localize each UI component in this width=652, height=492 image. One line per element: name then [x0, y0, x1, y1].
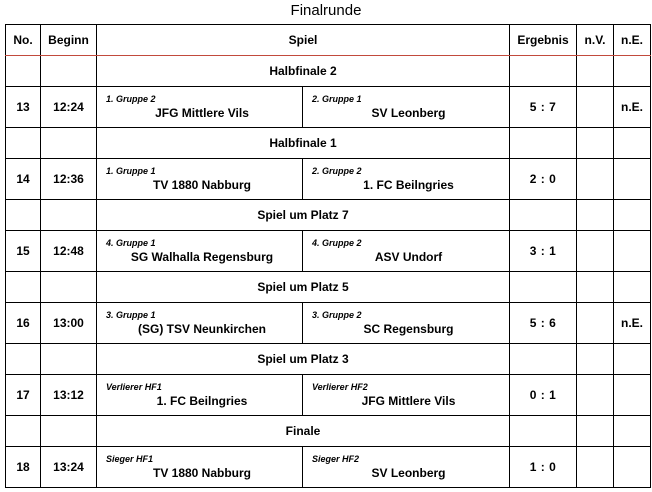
away-team-cell [303, 303, 510, 344]
section-title: Spiel um Platz 3 [97, 344, 510, 375]
section-no-cell [6, 56, 41, 87]
match-result: 2 : 0 [510, 159, 577, 200]
section-nv-cell [577, 344, 614, 375]
match-ne: n.E. [614, 87, 651, 128]
match-number: 18 [6, 447, 41, 488]
home-group-label: 4. Gruppe 1 [106, 238, 156, 248]
section-time-cell [41, 416, 97, 447]
home-group-label: 1. Gruppe 2 [106, 94, 156, 104]
section-ne-cell [614, 272, 651, 303]
home-team-name: 1. FC Beilngries [156, 394, 248, 408]
match-result: 5 : 7 [510, 87, 577, 128]
section-title: Finale [97, 416, 510, 447]
home-team-cell [97, 87, 303, 128]
section-ne-cell [614, 416, 651, 447]
section-no-cell [6, 272, 41, 303]
section-nv-cell [577, 272, 614, 303]
section-result-cell [510, 416, 577, 447]
match-number: 13 [6, 87, 41, 128]
header-beginn: Beginn [41, 25, 97, 56]
section-result-cell [510, 200, 577, 231]
header-nv: n.V. [577, 25, 614, 56]
section-row [6, 200, 651, 231]
match-nv [577, 231, 614, 272]
match-time: 13:00 [41, 303, 97, 344]
home-group-label: 3. Gruppe 1 [106, 310, 156, 320]
section-time-cell [41, 200, 97, 231]
section-nv-cell [577, 416, 614, 447]
home-team-name: JFG Mittlere Vils [155, 106, 249, 120]
match-row [6, 447, 651, 488]
match-ne [614, 159, 651, 200]
home-team-cell [97, 159, 303, 200]
header-spiel: Spiel [97, 25, 510, 56]
away-team-cell [303, 159, 510, 200]
away-group-label: 3. Gruppe 2 [312, 310, 362, 320]
match-ne [614, 447, 651, 488]
away-group-label: Verlierer HF2 [312, 382, 368, 392]
match-time: 13:24 [41, 447, 97, 488]
section-ne-cell [614, 344, 651, 375]
away-team-cell [303, 375, 510, 416]
home-group-label: Sieger HF1 [106, 454, 154, 464]
section-time-cell [41, 272, 97, 303]
home-team-name: SG Walhalla Regensburg [130, 250, 274, 264]
section-title: Halbfinale 2 [97, 56, 510, 87]
match-row [6, 303, 651, 344]
match-ne: n.E. [614, 303, 651, 344]
match-row [6, 87, 651, 128]
away-team-name: ASV Undorf [374, 250, 443, 264]
header-ne: n.E. [614, 25, 651, 56]
match-result: 1 : 0 [510, 447, 577, 488]
page-title: Finalrunde [290, 2, 362, 19]
section-row [6, 56, 651, 87]
match-nv [577, 87, 614, 128]
section-title: Spiel um Platz 7 [97, 200, 510, 231]
section-ne-cell [614, 56, 651, 87]
section-result-cell [510, 272, 577, 303]
away-team-name: SV Leonberg [371, 466, 446, 480]
section-row [6, 272, 651, 303]
section-time-cell [41, 344, 97, 375]
section-ne-cell [614, 200, 651, 231]
match-number: 17 [6, 375, 41, 416]
home-team-name: TV 1880 Nabburg [152, 178, 252, 192]
section-result-cell [510, 128, 577, 159]
match-nv [577, 303, 614, 344]
section-nv-cell [577, 200, 614, 231]
finalrunde-table [5, 24, 651, 488]
away-team-name: 1. FC Beilngries [363, 178, 454, 192]
match-time: 12:48 [41, 231, 97, 272]
match-result: 0 : 1 [510, 375, 577, 416]
away-team-name: SV Leonberg [371, 106, 446, 120]
section-result-cell [510, 344, 577, 375]
match-number: 15 [6, 231, 41, 272]
home-team-cell [97, 231, 303, 272]
section-result-cell [510, 56, 577, 87]
section-no-cell [6, 200, 41, 231]
section-ne-cell [614, 128, 651, 159]
section-row [6, 416, 651, 447]
match-number: 16 [6, 303, 41, 344]
match-ne [614, 375, 651, 416]
match-ne [614, 231, 651, 272]
header-no: No. [6, 25, 41, 56]
match-result: 3 : 1 [510, 231, 577, 272]
home-team-cell [97, 375, 303, 416]
away-group-label: 2. Gruppe 2 [312, 166, 362, 176]
section-row [6, 344, 651, 375]
away-group-label: Sieger HF2 [312, 454, 360, 464]
section-no-cell [6, 128, 41, 159]
home-team-cell [97, 447, 303, 488]
away-team-name: JFG Mittlere Vils [361, 394, 456, 408]
header-ergebnis: Ergebnis [510, 25, 577, 56]
match-row [6, 231, 651, 272]
match-time: 13:12 [41, 375, 97, 416]
home-team-name: (SG) TSV Neunkirchen [137, 322, 267, 336]
match-time: 12:36 [41, 159, 97, 200]
away-team-cell [303, 231, 510, 272]
home-team-cell [97, 303, 303, 344]
away-team-cell [303, 87, 510, 128]
match-time: 12:24 [41, 87, 97, 128]
section-no-cell [6, 416, 41, 447]
section-row [6, 128, 651, 159]
away-team-cell [303, 447, 510, 488]
match-row [6, 375, 651, 416]
home-team-name: TV 1880 Nabburg [152, 466, 252, 480]
home-group-label: 1. Gruppe 1 [106, 166, 156, 176]
section-nv-cell [577, 128, 614, 159]
away-group-label: 2. Gruppe 1 [312, 94, 362, 104]
match-number: 14 [6, 159, 41, 200]
home-group-label: Verlierer HF1 [106, 382, 162, 392]
match-nv [577, 447, 614, 488]
match-nv [577, 375, 614, 416]
match-row [6, 159, 651, 200]
away-group-label: 4. Gruppe 2 [312, 238, 362, 248]
section-title: Spiel um Platz 5 [97, 272, 510, 303]
section-nv-cell [577, 56, 614, 87]
section-title: Halbfinale 1 [97, 128, 510, 159]
match-nv [577, 159, 614, 200]
section-no-cell [6, 344, 41, 375]
section-time-cell [41, 56, 97, 87]
match-result: 5 : 6 [510, 303, 577, 344]
section-time-cell [41, 128, 97, 159]
away-team-name: SC Regensburg [363, 322, 454, 336]
header-row [6, 25, 651, 56]
